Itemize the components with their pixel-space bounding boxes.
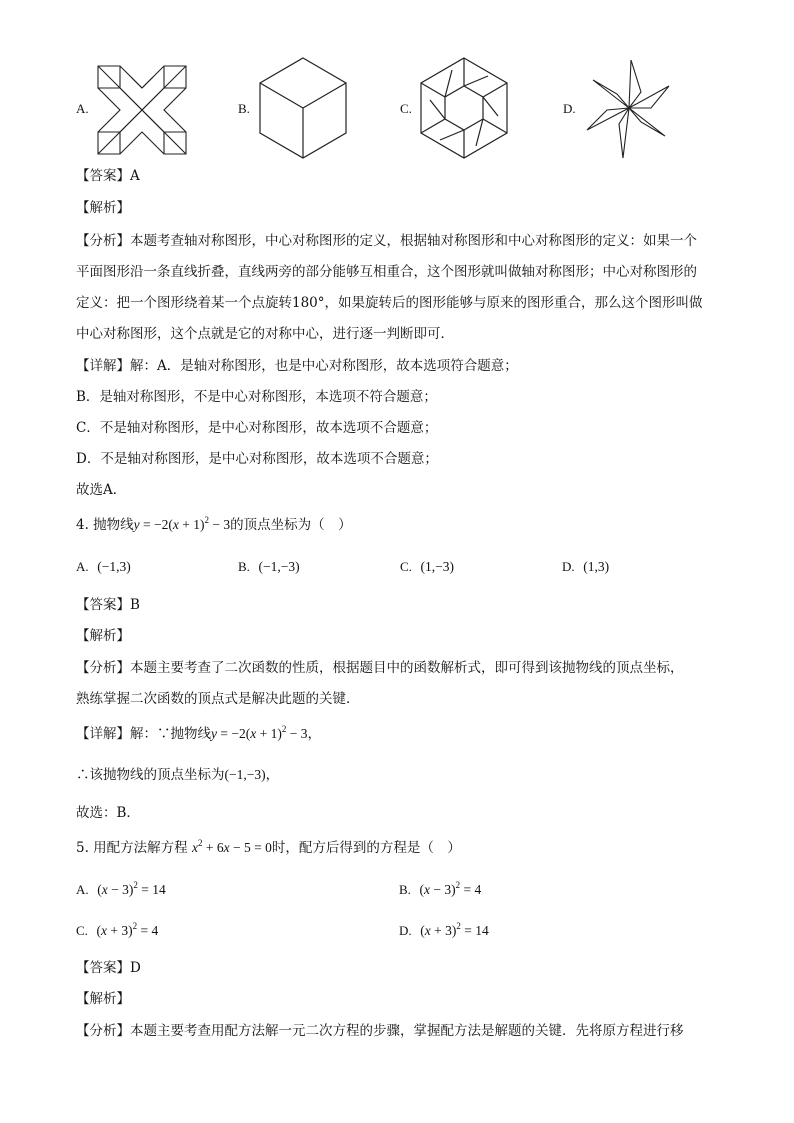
q5-option-d-label: D. (399, 923, 412, 938)
q4-option-a-label: A. (76, 559, 89, 574)
q3-analysis-line-4: 中心对称图形，这个点就是它的对称中心，进行逐一判断即可． (76, 326, 454, 342)
q3-detail-line-3: C．不是轴对称图形，是中心对称图形，故本选项不合题意； (76, 420, 438, 436)
q4-stem-pre: 4. 抛物线 (76, 517, 134, 533)
q5-stem-post: 时，配方后得到的方程是（ ） (271, 840, 461, 856)
q4-option-c (400, 557, 454, 577)
option-d-label: D. (563, 101, 576, 116)
figure-a-cross-shape (96, 62, 188, 158)
q4-analysis-line-2: 熟练掌握二次函数的顶点式是解决此题的关键． (76, 691, 360, 707)
q5-option-b-label: B. (399, 882, 411, 897)
q4-detail-formula: $y = -2(x + 1)^2 - 3$ (211, 724, 308, 741)
q4-option-d (562, 557, 609, 577)
q3-jiexi-heading: 【解析】 (76, 200, 130, 216)
q5-stem-pre: 5. 用配方法解方程 (76, 840, 188, 856)
q4-therefore-post: ， (265, 767, 280, 783)
q5-option-c-equation: $(x + 3)^2 = 4$ (96, 921, 159, 938)
q4-option-a (76, 557, 131, 577)
q3-answer: 【答案】A (76, 168, 140, 184)
q4-conclusion: 故选：B． (76, 805, 140, 821)
q4-therefore-pre: ∴该抛物线的顶点坐标为 (76, 767, 225, 783)
q5-option-a-label: A. (76, 882, 89, 897)
q4-answer: 【答案】B (76, 597, 140, 613)
q4-stem-post: 的顶点坐标为（ ） (230, 517, 352, 533)
q5-option-a-equation: $(x - 3)^2 = 14$ (97, 880, 166, 897)
q5-answer: 【答案】D (76, 960, 141, 976)
q5-stem (76, 838, 461, 858)
q4-option-d-value: (1,3) (583, 559, 610, 574)
q4-detail-post: ， (307, 726, 321, 742)
q3-analysis-line-1: 【分析】本题考查轴对称图形，中心对称图形的定义，根据轴对称图形和中心对称图形的定义：如果一个 (76, 233, 697, 249)
figure-c-pinwheel-hexagon (418, 56, 510, 160)
q4-option-b-label: B. (238, 559, 250, 574)
q4-stem (76, 515, 352, 535)
q4-option-c-label: C. (400, 559, 412, 574)
q5-option-d-equation: $(x + 3)^2 = 14$ (420, 921, 489, 938)
q4-detail (76, 724, 321, 744)
q3-analysis-line-3: 定义：把一个图形绕着某一个点旋转180°，如果旋转后的图形能够与原来的图形重合，那么这个图形叫做 (76, 295, 703, 311)
q5-analysis-line-1: 【分析】本题主要考查用配方法解一元二次方程的步骤，掌握配方法是解题的关键．先将原方程进行移 (76, 1023, 684, 1039)
figure-b-cube-hexagon (257, 56, 349, 160)
q5-option-b (399, 880, 481, 900)
q4-option-a-value: (−1,3) (97, 559, 131, 574)
q4-therefore (76, 765, 279, 785)
q3-conclusion: 故选A． (76, 482, 127, 498)
q5-option-c-label: C. (76, 923, 88, 938)
q4-option-d-label: D. (562, 559, 575, 574)
option-a-label: A. (76, 101, 89, 116)
q4-formula: $y = -2(x + 1)^2 - 3$ (133, 515, 231, 532)
q3-analysis-line-2: 平面图形沿一条直线折叠，直线两旁的部分能够互相重合，这个图形就叫做轴对称图形；中心对称图形的 (76, 264, 697, 280)
q5-equation: $x^2 + 6x - 5 = 0$ (191, 838, 272, 855)
q5-jiexi-heading: 【解析】 (76, 991, 130, 1007)
q5-option-b-equation: $(x - 3)^2 = 4$ (419, 880, 482, 897)
q4-option-c-value: (1,−3) (420, 559, 454, 574)
q4-detail-pre: 【详解】解：∵抛物线 (76, 726, 211, 742)
q4-analysis-line-1: 【分析】本题主要考查了二次函数的性质，根据题目中的函数解析式，即可得到该抛物线的顶点坐标， (76, 660, 684, 676)
q3-detail-line-1: 【详解】解：A．是轴对称图形，也是中心对称图形，故本选项符合题意； (76, 358, 518, 374)
q5-option-d (399, 921, 489, 941)
option-b-label: B. (238, 101, 250, 116)
q4-option-b-value: (−1,−3) (258, 559, 300, 574)
option-c-label: C. (400, 101, 412, 116)
q3-detail-line-4: D．不是轴对称图形，是中心对称图形，故本选项不合题意； (76, 451, 438, 467)
q4-option-b (238, 557, 300, 577)
figure-d-star-pinwheel (583, 58, 675, 160)
q4-jiexi-heading: 【解析】 (76, 628, 130, 644)
q4-therefore-value: (−1,−3) (224, 767, 266, 782)
q5-option-a (76, 880, 166, 900)
q3-detail-line-2: B．是轴对称图形，不是中心对称图形，本选项不符合题意； (76, 389, 437, 405)
q5-option-c (76, 921, 158, 941)
